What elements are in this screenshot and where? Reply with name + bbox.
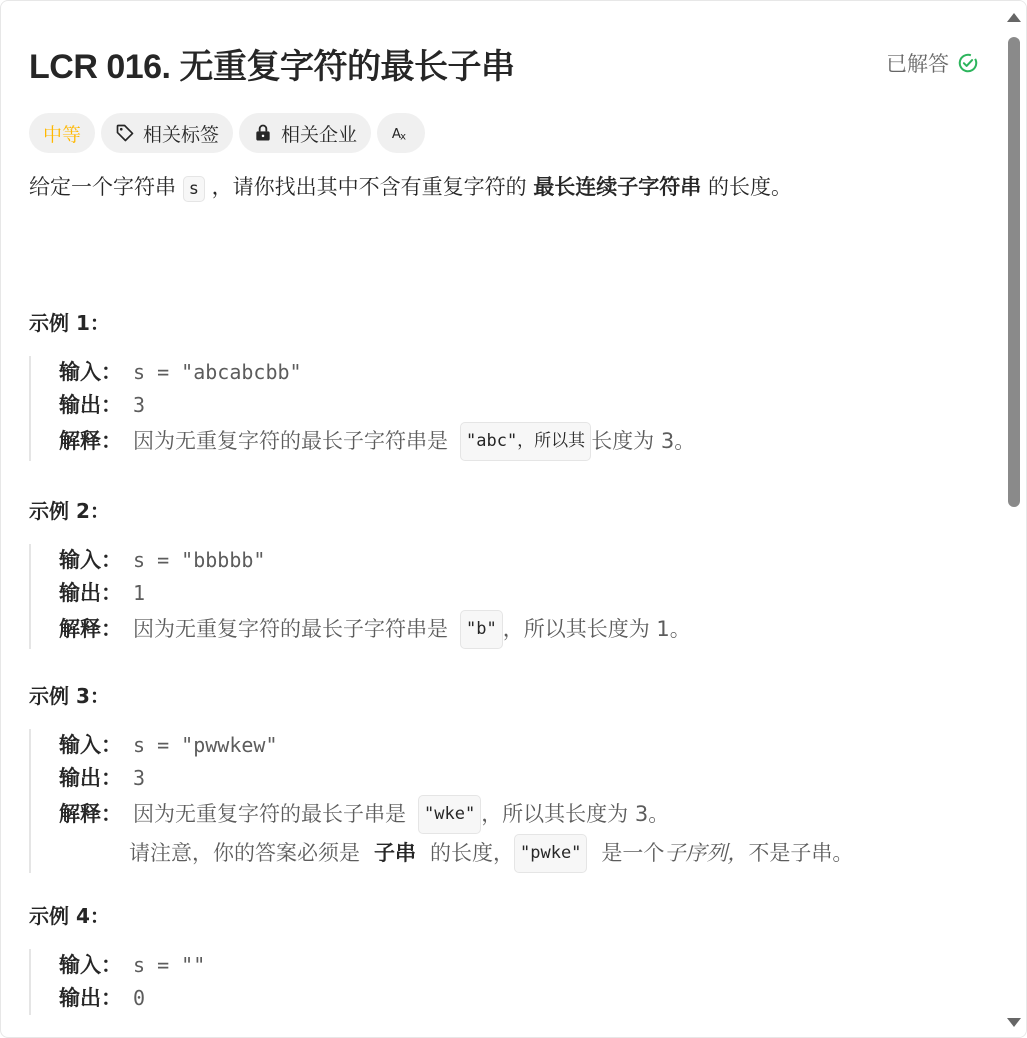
output-label: 输出： xyxy=(59,393,122,417)
explain-text: 因为无重复字符的最长子串是 xyxy=(133,802,406,826)
scroll-up-icon[interactable] xyxy=(1007,13,1021,22)
note-bold: 子串 xyxy=(374,841,416,865)
example-input-row xyxy=(59,544,691,577)
example-input-row xyxy=(59,729,853,762)
example-block xyxy=(29,544,691,649)
difficulty-label: 中等 xyxy=(43,123,82,146)
example-title: 示例 4： xyxy=(29,904,110,928)
explain-code: "wke" xyxy=(418,795,481,834)
related-companies-label: 相关企业 xyxy=(281,123,358,146)
scrollbar-thumb[interactable] xyxy=(1008,37,1020,507)
vertical-scrollbar[interactable] xyxy=(1004,1,1026,1038)
example-explain-row xyxy=(59,610,691,649)
output-label: 输出： xyxy=(59,581,122,605)
example-2 xyxy=(29,495,691,649)
problem-header xyxy=(29,39,999,87)
example-output-row xyxy=(59,389,695,422)
solved-status xyxy=(886,48,979,78)
problem-description xyxy=(29,171,999,205)
example-output-row xyxy=(59,762,853,795)
related-companies-button[interactable] xyxy=(239,113,371,153)
note-text-mid: 的长度， xyxy=(430,841,514,865)
explain-text-post: 长度为 3。 xyxy=(591,429,696,453)
lock-icon xyxy=(253,123,273,143)
input-label: 输入： xyxy=(59,733,122,757)
example-output-row xyxy=(59,577,691,610)
example-note-row xyxy=(59,834,853,873)
related-tags-button[interactable] xyxy=(101,113,233,153)
example-block xyxy=(29,729,853,873)
scroll-down-icon[interactable] xyxy=(1007,1018,1021,1027)
note-text-post: 不是子串。 xyxy=(748,841,854,865)
output-label: 输出： xyxy=(59,986,122,1010)
example-output-row xyxy=(59,982,205,1015)
input-value: s = "pwwkew" xyxy=(133,733,278,757)
translate-button[interactable] xyxy=(377,113,425,153)
description-bold: 最长连续子字符串 xyxy=(533,175,702,199)
example-4 xyxy=(29,900,205,1015)
output-value: 3 xyxy=(133,393,146,417)
output-value: 0 xyxy=(133,986,146,1010)
input-value: s = "abcabcbb" xyxy=(133,360,302,384)
description-middle: ，请你找出其中不含有重复字符的 xyxy=(211,175,527,199)
output-value: 1 xyxy=(133,581,146,605)
note-text-mid2: 是一个 xyxy=(601,841,665,865)
explain-code: "abc"，所以其 xyxy=(460,422,591,461)
explain-label: 解释： xyxy=(59,429,122,453)
description-code: s xyxy=(183,176,205,202)
note-code: "pwke" xyxy=(514,834,587,873)
example-explain-row xyxy=(59,422,695,461)
explain-text-post: ，所以其长度为 3。 xyxy=(481,802,670,826)
input-label: 输入： xyxy=(59,953,122,977)
related-tags-label: 相关标签 xyxy=(143,123,220,146)
description-prefix: 给定一个字符串 xyxy=(29,175,176,199)
example-title: 示例 2： xyxy=(29,499,110,523)
output-value: 3 xyxy=(133,766,146,790)
example-3 xyxy=(29,680,853,873)
note-italic: 子序列， xyxy=(664,841,749,865)
note-text: 请注意，你的答案必须是 xyxy=(129,841,360,865)
example-input-row xyxy=(59,949,205,982)
explain-code: "b" xyxy=(460,610,503,649)
solved-label: 已解答 xyxy=(886,52,949,76)
tag-bar xyxy=(29,113,999,153)
example-explain-row xyxy=(59,795,853,834)
check-circle-icon xyxy=(957,52,979,74)
input-label: 输入： xyxy=(59,360,122,384)
example-block xyxy=(29,949,205,1015)
problem-title: LCR 016. 无重复字符的最长子串 xyxy=(29,47,515,86)
explain-text-post: ，所以其长度为 1。 xyxy=(502,617,691,641)
input-value: s = "bbbbb" xyxy=(133,548,266,572)
tag-icon xyxy=(115,123,135,143)
svg-text:x: x xyxy=(400,131,407,143)
input-label: 输入： xyxy=(59,548,122,572)
input-value: s = "" xyxy=(133,953,206,977)
translate-icon xyxy=(391,123,411,143)
output-label: 输出： xyxy=(59,766,122,790)
svg-text:A: A xyxy=(391,127,402,142)
description-suffix: 的长度。 xyxy=(708,175,792,199)
explain-text: 因为无重复字符的最长子字符串是 xyxy=(133,429,448,453)
example-1 xyxy=(29,307,695,461)
example-title: 示例 3： xyxy=(29,684,110,708)
example-input-row xyxy=(59,356,695,389)
problem-content xyxy=(29,39,999,1010)
explain-label: 解释： xyxy=(59,617,122,641)
explain-text: 因为无重复字符的最长子字符串是 xyxy=(133,617,448,641)
example-title: 示例 1： xyxy=(29,311,110,335)
explain-label: 解释： xyxy=(59,802,122,826)
difficulty-badge[interactable] xyxy=(29,113,95,153)
example-block xyxy=(29,356,695,461)
